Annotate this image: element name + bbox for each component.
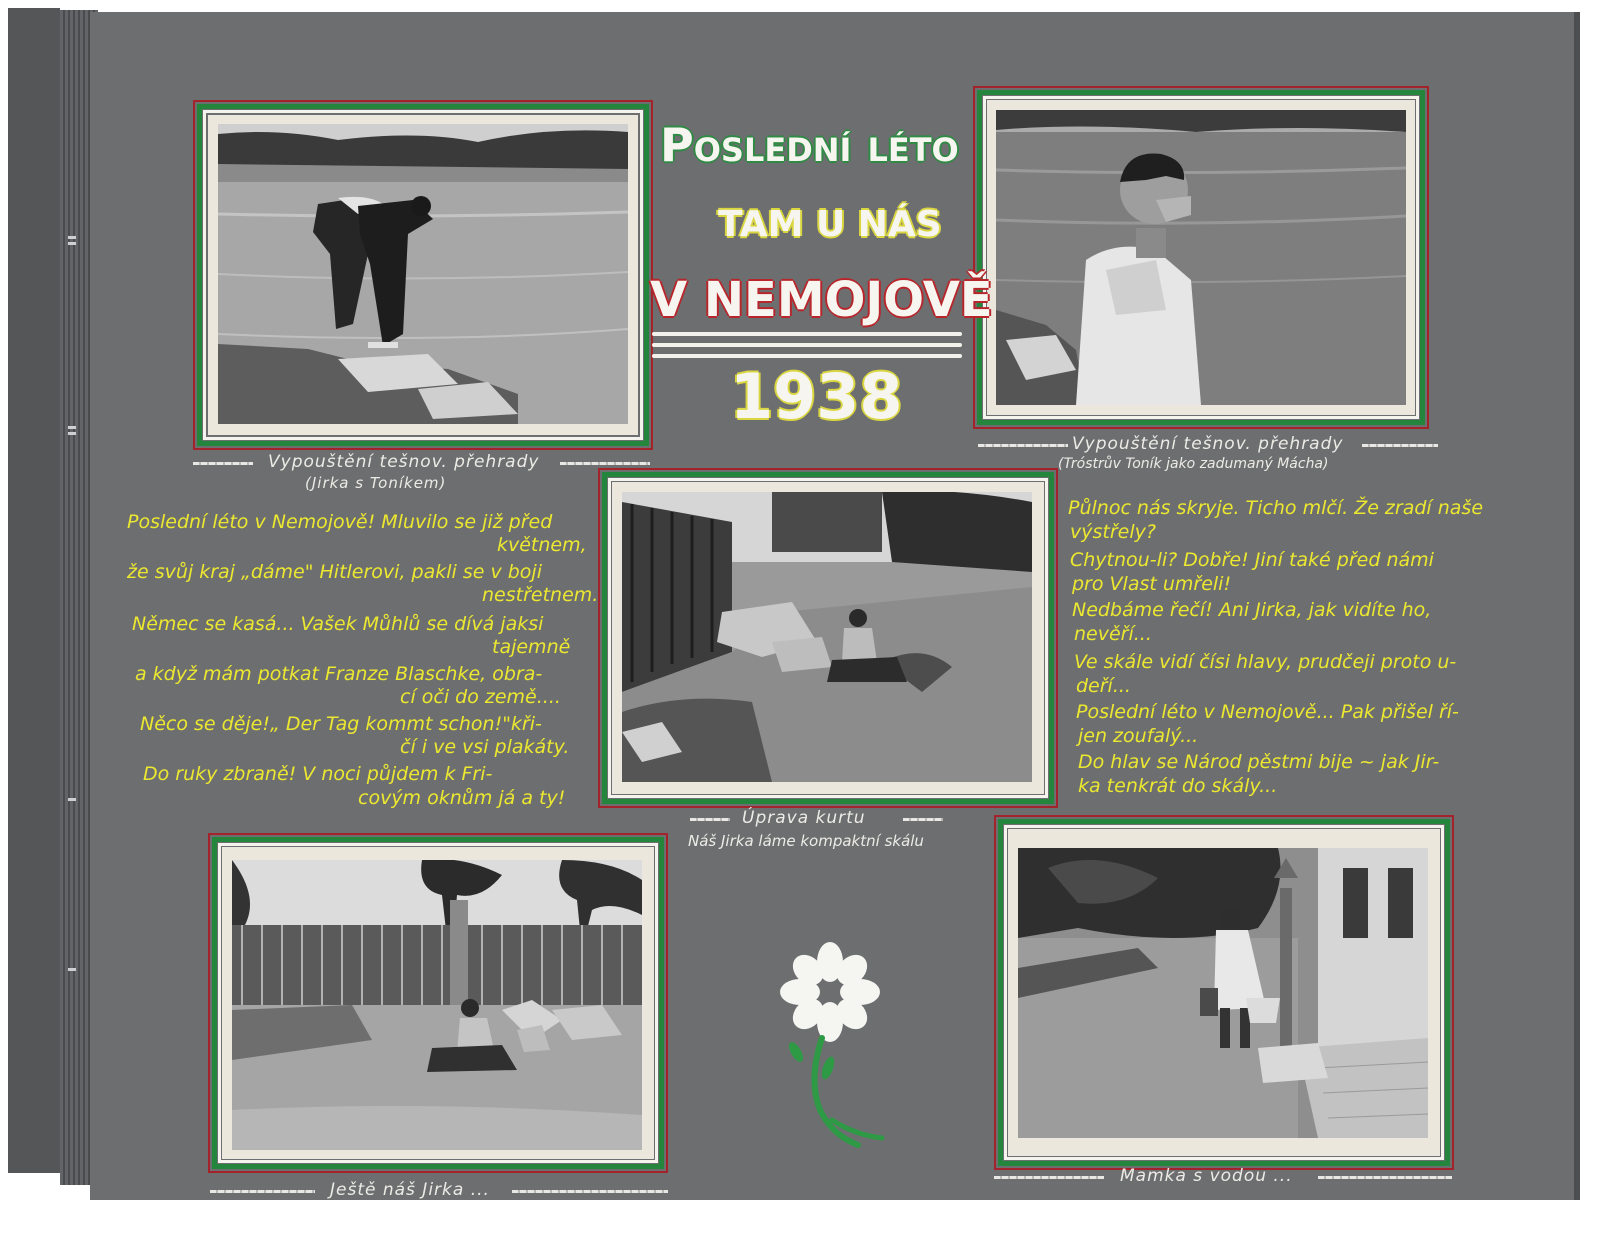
poem-line: Ve skále vidí čísi hlavy, prudčeji proto u-	[1074, 651, 1457, 673]
photo-subcaption: Náš Jirka láme kompaktní skálu	[688, 832, 924, 850]
title-rule	[652, 332, 962, 336]
caption-dash	[994, 1176, 1104, 1179]
poem-line: Poslední léto v Nemojově... Pak přišel ří-	[1076, 701, 1459, 723]
poem-line: čí i ve vsi plakáty.	[400, 736, 570, 758]
caption-dash	[903, 818, 943, 821]
photo-caption: Vypouštění tešnov. přehrady	[1072, 434, 1344, 454]
photo-caption: Ještě náš Jirka ...	[330, 1180, 490, 1200]
caption-dash	[560, 462, 650, 465]
poem-line: nestřetnem.	[482, 584, 599, 606]
edge-marker	[68, 242, 76, 245]
poem-line: nevěří...	[1074, 623, 1152, 645]
edge-marker	[68, 798, 76, 801]
edge-marker	[68, 432, 76, 435]
caption-dash	[512, 1190, 668, 1193]
photo-jirka-breaking-rock	[622, 492, 1032, 782]
photo-caption: Úprava kurtu	[742, 808, 866, 828]
caption-dash	[690, 818, 730, 821]
title-year: 1938	[730, 360, 903, 433]
edge-marker	[68, 236, 76, 239]
poem-line: covým oknům já a ty!	[358, 787, 566, 809]
poem-line: že svůj kraj „dáme" Hitlerovi, pakli se v boji	[127, 561, 542, 583]
poem-line: květnem,	[497, 534, 587, 556]
photo-subcaption: (Jirka s Toníkem)	[305, 474, 447, 492]
poem-line: Něco se děje!„ Der Tag kommt schon!"kři-	[140, 713, 542, 735]
page-title: Poslední léto	[660, 118, 959, 172]
photo-mamka-at-pump	[1018, 848, 1428, 1138]
title-rule	[652, 343, 962, 347]
photo-caption: Mamka s vodou ...	[1120, 1166, 1293, 1186]
flower-drawing	[770, 940, 890, 1170]
photo-jirka-by-fence	[232, 860, 642, 1150]
title-subtitle: TAM U NÁS	[718, 204, 942, 245]
edge-marker	[68, 968, 76, 971]
photo-caption: Vypouštění tešnov. přehrady	[268, 452, 540, 472]
poem-line: tajemně	[492, 636, 571, 658]
caption-dash	[978, 444, 1068, 447]
poem-line: výstřely?	[1070, 521, 1156, 543]
poem-line: Do hlav se Národ pěstmi bije ~ jak Jir-	[1078, 751, 1440, 773]
poem-line: Němec se kasá... Vašek Můhlů se dívá jaksi	[132, 613, 544, 635]
poem-line: ka tenkrát do skály...	[1078, 775, 1278, 797]
poem-line: Půlnoc nás skryje. Ticho mlčí. Že zradí naše	[1068, 497, 1484, 519]
poem-line: Chytnou-li? Dobře! Jiní také před námi	[1070, 549, 1434, 571]
poem-line: Poslední léto v Nemojově! Mluvilo se již před	[127, 511, 553, 533]
poem-line: a když mám potkat Franze Blaschke, obra-	[135, 663, 543, 685]
poem-line: Do ruky zbraně! V noci půjdem k Fri-	[143, 763, 493, 785]
title-place: V NEMOJOVĚ	[650, 272, 993, 328]
photo-subcaption: (Tróstrův Toník jako zadumaný Mácha)	[1058, 456, 1329, 472]
poem-line: Nedbáme řečí! Ani Jirka, jak vidíte ho,	[1072, 599, 1432, 621]
album-spine	[8, 8, 60, 1173]
caption-dash	[1362, 444, 1438, 447]
poem-line: jen zoufalý...	[1078, 725, 1199, 747]
photo-dam-release-two-men	[218, 124, 628, 424]
caption-dash	[210, 1190, 315, 1193]
poem-line: deří...	[1076, 675, 1131, 697]
caption-dash	[193, 462, 253, 465]
edge-marker	[68, 426, 76, 429]
caption-dash	[1318, 1176, 1452, 1179]
photo-tonik-looking-at-water	[996, 110, 1406, 405]
poem-line: pro Vlast umřeli!	[1072, 573, 1232, 595]
title-rule	[652, 354, 962, 358]
poem-line: cí oči do země....	[400, 686, 561, 708]
